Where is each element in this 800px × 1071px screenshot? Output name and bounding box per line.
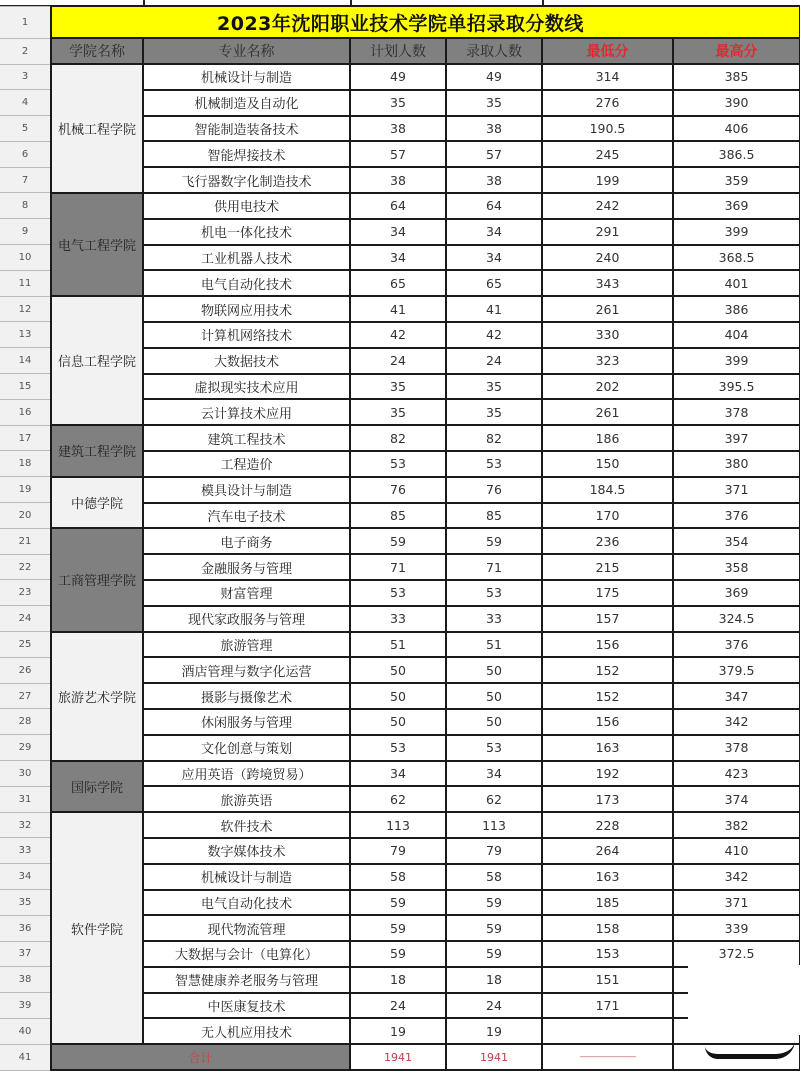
row-number[interactable]: 37 (0, 941, 51, 967)
min-score-cell[interactable]: 215 (542, 554, 673, 580)
plan-count-cell[interactable]: 71 (350, 554, 446, 580)
min-score-cell[interactable]: 242 (542, 193, 673, 219)
major-name-cell[interactable]: 旅游英语 (143, 786, 350, 812)
row-number[interactable]: 12 (0, 296, 51, 322)
admitted-count-cell[interactable]: 33 (446, 606, 542, 632)
header-plan[interactable]: 计划人数 (350, 38, 446, 64)
plan-count-cell[interactable]: 57 (350, 141, 446, 167)
max-score-cell[interactable]: 342 (673, 864, 800, 890)
admitted-count-cell[interactable]: 53 (446, 451, 542, 477)
major-name-cell[interactable]: 云计算技术应用 (143, 399, 350, 425)
major-name-cell[interactable]: 电气自动化技术 (143, 270, 350, 296)
max-score-cell[interactable]: 359 (673, 167, 800, 193)
college-name-cell[interactable]: 国际学院 (51, 761, 143, 813)
plan-count-cell[interactable]: 24 (350, 348, 446, 374)
min-score-cell[interactable]: 323 (542, 348, 673, 374)
max-score-cell[interactable]: 379.5 (673, 657, 800, 683)
plan-count-cell[interactable]: 35 (350, 374, 446, 400)
max-score-cell[interactable]: 399 (673, 348, 800, 374)
max-score-cell[interactable]: 380 (673, 451, 800, 477)
major-name-cell[interactable]: 休闲服务与管理 (143, 709, 350, 735)
row-number[interactable]: 21 (0, 528, 51, 554)
major-name-cell[interactable]: 中医康复技术 (143, 993, 350, 1019)
title-row (0, 6, 800, 38)
min-score-cell[interactable]: 245 (542, 141, 673, 167)
row-number[interactable]: 2 (0, 38, 51, 64)
table-row (0, 632, 800, 658)
min-score-cell[interactable]: 153 (542, 941, 673, 967)
admitted-count-cell[interactable]: 49 (446, 64, 542, 90)
admitted-count-cell[interactable]: 35 (446, 90, 542, 116)
admitted-count-cell[interactable]: 85 (446, 503, 542, 529)
major-name-cell[interactable]: 物联网应用技术 (143, 296, 350, 322)
max-score-cell[interactable]: 386.5 (673, 141, 800, 167)
table-row (0, 64, 800, 90)
plan-count-cell[interactable]: 113 (350, 812, 446, 838)
admitted-count-cell[interactable]: 24 (446, 348, 542, 374)
admitted-count-cell[interactable]: 82 (446, 425, 542, 451)
max-score-cell[interactable]: 342 (673, 709, 800, 735)
major-name-cell[interactable]: 智能焊接技术 (143, 141, 350, 167)
major-name-cell[interactable]: 无人机应用技术 (143, 1018, 350, 1044)
row-number[interactable]: 38 (0, 967, 51, 993)
row-number[interactable]: 25 (0, 632, 51, 658)
admitted-count-cell[interactable]: 50 (446, 709, 542, 735)
plan-count-cell[interactable]: 85 (350, 503, 446, 529)
watermark-swoosh (705, 1040, 795, 1059)
total-max-score[interactable]: ————— (673, 1044, 800, 1070)
row-number[interactable]: 31 (0, 786, 51, 812)
max-score-cell[interactable]: 368.5 (673, 245, 800, 271)
min-score-cell[interactable]: 236 (542, 528, 673, 554)
plan-count-cell[interactable]: 49 (350, 64, 446, 90)
college-name-cell[interactable]: 软件学院 (51, 812, 143, 1044)
min-score-cell[interactable]: 173 (542, 786, 673, 812)
min-score-cell[interactable]: 184.5 (542, 477, 673, 503)
plan-count-cell[interactable]: 53 (350, 580, 446, 606)
min-score-cell[interactable]: 264 (542, 838, 673, 864)
min-score-cell[interactable]: 163 (542, 864, 673, 890)
max-score-cell[interactable]: 369 (673, 580, 800, 606)
row-number[interactable]: 17 (0, 425, 51, 451)
plan-count-cell[interactable]: 59 (350, 941, 446, 967)
plan-count-cell[interactable]: 35 (350, 90, 446, 116)
college-name-cell[interactable]: 建筑工程学院 (51, 425, 143, 477)
row-number[interactable]: 27 (0, 683, 51, 709)
major-name-cell[interactable]: 建筑工程技术 (143, 425, 350, 451)
plan-count-cell[interactable]: 34 (350, 245, 446, 271)
table-row (0, 296, 800, 322)
admitted-count-cell[interactable]: 59 (446, 941, 542, 967)
row-number[interactable]: 1 (0, 6, 51, 38)
page-title: 2023年沈阳职业技术学院单招录取分数线 (51, 6, 800, 38)
plan-count-cell[interactable]: 59 (350, 890, 446, 916)
max-score-cell[interactable]: 378 (673, 735, 800, 761)
min-score-cell[interactable]: 175 (542, 580, 673, 606)
admitted-count-cell[interactable]: 64 (446, 193, 542, 219)
admitted-count-cell[interactable]: 19 (446, 1018, 542, 1044)
row-number[interactable]: 36 (0, 915, 51, 941)
admitted-count-cell[interactable]: 34 (446, 761, 542, 787)
min-score-cell[interactable]: 261 (542, 399, 673, 425)
major-name-cell[interactable]: 大数据与会计（电算化） (143, 941, 350, 967)
row-number[interactable]: 33 (0, 838, 51, 864)
total-plan[interactable]: 1941 (350, 1044, 446, 1070)
admitted-count-cell[interactable]: 62 (446, 786, 542, 812)
score-table (0, 5, 800, 1071)
admitted-count-cell[interactable]: 58 (446, 864, 542, 890)
min-score-cell[interactable]: 156 (542, 632, 673, 658)
row-number[interactable]: 24 (0, 606, 51, 632)
major-name-cell[interactable]: 机械设计与制造 (143, 64, 350, 90)
college-name-cell[interactable]: 旅游艺术学院 (51, 632, 143, 761)
max-score-cell[interactable]: 404 (673, 322, 800, 348)
major-name-cell[interactable]: 机械制造及自动化 (143, 90, 350, 116)
major-name-cell[interactable]: 智能制造装备技术 (143, 116, 350, 142)
max-score-cell[interactable]: 371 (673, 890, 800, 916)
plan-count-cell[interactable]: 38 (350, 167, 446, 193)
plan-count-cell[interactable]: 19 (350, 1018, 446, 1044)
college-name-cell[interactable]: 中德学院 (51, 477, 143, 529)
row-number[interactable]: 20 (0, 503, 51, 529)
admitted-count-cell[interactable]: 65 (446, 270, 542, 296)
min-score-cell[interactable]: 186 (542, 425, 673, 451)
admitted-count-cell[interactable]: 57 (446, 141, 542, 167)
admitted-count-cell[interactable]: 35 (446, 374, 542, 400)
max-score-cell[interactable]: 378 (673, 399, 800, 425)
admitted-count-cell[interactable]: 38 (446, 116, 542, 142)
admitted-count-cell[interactable]: 53 (446, 735, 542, 761)
min-score-cell[interactable]: 276 (542, 90, 673, 116)
plan-count-cell[interactable]: 50 (350, 657, 446, 683)
header-row (0, 38, 800, 64)
row-number[interactable]: 39 (0, 993, 51, 1019)
max-score-cell[interactable]: 369 (673, 193, 800, 219)
row-number[interactable]: 16 (0, 399, 51, 425)
plan-count-cell[interactable]: 62 (350, 786, 446, 812)
plan-count-cell[interactable]: 76 (350, 477, 446, 503)
plan-count-cell[interactable]: 35 (350, 399, 446, 425)
row-number[interactable]: 18 (0, 451, 51, 477)
max-score-cell[interactable]: 354 (673, 528, 800, 554)
admitted-count-cell[interactable]: 35 (446, 399, 542, 425)
college-name-cell[interactable]: 工商管理学院 (51, 528, 143, 631)
row-number[interactable]: 4 (0, 90, 51, 116)
plan-count-cell[interactable]: 51 (350, 632, 446, 658)
plan-count-cell[interactable]: 58 (350, 864, 446, 890)
college-name-cell[interactable]: 电气工程学院 (51, 193, 143, 296)
plan-count-cell[interactable]: 38 (350, 116, 446, 142)
admitted-count-cell[interactable]: 51 (446, 632, 542, 658)
max-score-cell[interactable]: 372.5 (673, 941, 800, 967)
major-name-cell[interactable]: 现代物流管理 (143, 915, 350, 941)
max-score-cell[interactable]: 410 (673, 838, 800, 864)
max-score-cell[interactable]: 382 (673, 812, 800, 838)
major-name-cell[interactable]: 电子商务 (143, 528, 350, 554)
row-number[interactable]: 35 (0, 890, 51, 916)
table-row (0, 425, 800, 451)
min-score-cell[interactable]: 151 (542, 967, 673, 993)
admitted-count-cell[interactable]: 34 (446, 219, 542, 245)
plan-count-cell[interactable]: 24 (350, 993, 446, 1019)
row-number[interactable]: 32 (0, 812, 51, 838)
major-name-cell[interactable]: 旅游管理 (143, 632, 350, 658)
plan-count-cell[interactable]: 53 (350, 451, 446, 477)
admitted-count-cell[interactable]: 71 (446, 554, 542, 580)
row-number[interactable]: 40 (0, 1018, 51, 1044)
max-score-cell[interactable]: 347 (673, 683, 800, 709)
min-score-cell[interactable]: 192 (542, 761, 673, 787)
min-score-cell[interactable]: 185 (542, 890, 673, 916)
min-score-cell[interactable]: 158 (542, 915, 673, 941)
major-name-cell[interactable]: 现代家政服务与管理 (143, 606, 350, 632)
table-row (0, 477, 800, 503)
major-name-cell[interactable]: 应用英语（跨境贸易） (143, 761, 350, 787)
min-score-cell[interactable]: 170 (542, 503, 673, 529)
total-label[interactable]: 合计 (51, 1044, 350, 1070)
row-number[interactable]: 30 (0, 761, 51, 787)
admitted-count-cell[interactable]: 38 (446, 167, 542, 193)
row-number[interactable]: 10 (0, 245, 51, 271)
major-name-cell[interactable]: 大数据技术 (143, 348, 350, 374)
row-number[interactable]: 8 (0, 193, 51, 219)
admitted-count-cell[interactable]: 53 (446, 580, 542, 606)
min-score-cell[interactable]: 330 (542, 322, 673, 348)
admitted-count-cell[interactable]: 76 (446, 477, 542, 503)
major-name-cell[interactable]: 数字媒体技术 (143, 838, 350, 864)
admitted-count-cell[interactable]: 24 (446, 993, 542, 1019)
row-number[interactable]: 7 (0, 167, 51, 193)
row-number[interactable]: 5 (0, 116, 51, 142)
row-number[interactable]: 41 (0, 1044, 51, 1070)
major-name-cell[interactable]: 机械设计与制造 (143, 864, 350, 890)
min-score-cell[interactable]: 228 (542, 812, 673, 838)
header-major[interactable]: 专业名称 (143, 38, 350, 64)
major-name-cell[interactable]: 酒店管理与数字化运营 (143, 657, 350, 683)
major-name-cell[interactable]: 金融服务与管理 (143, 554, 350, 580)
max-score-cell[interactable]: 358 (673, 554, 800, 580)
max-score-cell[interactable]: 324.5 (673, 606, 800, 632)
major-name-cell[interactable]: 供用电技术 (143, 193, 350, 219)
max-score-cell[interactable]: 406 (673, 116, 800, 142)
plan-count-cell[interactable]: 18 (350, 967, 446, 993)
major-name-cell[interactable]: 财富管理 (143, 580, 350, 606)
admitted-count-cell[interactable]: 50 (446, 657, 542, 683)
max-score-cell[interactable]: 395.5 (673, 374, 800, 400)
min-score-cell[interactable]: 157 (542, 606, 673, 632)
row-number[interactable]: 26 (0, 657, 51, 683)
max-score-cell[interactable]: 401 (673, 270, 800, 296)
plan-count-cell[interactable]: 79 (350, 838, 446, 864)
row-number[interactable]: 22 (0, 554, 51, 580)
min-score-cell[interactable]: 199 (542, 167, 673, 193)
min-score-cell[interactable]: 240 (542, 245, 673, 271)
plan-count-cell[interactable]: 33 (350, 606, 446, 632)
plan-count-cell[interactable]: 34 (350, 761, 446, 787)
min-score-cell[interactable]: 152 (542, 657, 673, 683)
max-score-cell[interactable]: 386 (673, 296, 800, 322)
admitted-count-cell[interactable]: 113 (446, 812, 542, 838)
min-score-cell[interactable]: 150 (542, 451, 673, 477)
major-name-cell[interactable]: 飞行器数字化制造技术 (143, 167, 350, 193)
admitted-count-cell[interactable]: 34 (446, 245, 542, 271)
plan-count-cell[interactable]: 34 (350, 219, 446, 245)
header-max-score[interactable]: 最高分 (673, 38, 800, 64)
plan-count-cell[interactable]: 42 (350, 322, 446, 348)
row-number[interactable]: 14 (0, 348, 51, 374)
major-name-cell[interactable]: 软件技术 (143, 812, 350, 838)
table-row (0, 761, 800, 787)
plan-count-cell[interactable]: 50 (350, 683, 446, 709)
plan-count-cell[interactable]: 41 (350, 296, 446, 322)
min-score-cell[interactable]: 261 (542, 296, 673, 322)
major-name-cell[interactable]: 电气自动化技术 (143, 890, 350, 916)
row-number[interactable]: 19 (0, 477, 51, 503)
admitted-count-cell[interactable]: 59 (446, 915, 542, 941)
total-min-score[interactable]: ——————— (542, 1044, 673, 1070)
max-score-cell[interactable]: 376 (673, 503, 800, 529)
major-name-cell[interactable]: 文化创意与策划 (143, 735, 350, 761)
major-name-cell[interactable]: 模具设计与制造 (143, 477, 350, 503)
min-score-cell[interactable]: 163 (542, 735, 673, 761)
plan-count-cell[interactable]: 59 (350, 915, 446, 941)
major-name-cell[interactable]: 计算机网络技术 (143, 322, 350, 348)
min-score-cell[interactable]: 343 (542, 270, 673, 296)
row-number[interactable]: 9 (0, 219, 51, 245)
max-score-cell[interactable]: 390 (673, 90, 800, 116)
header-admitted[interactable]: 录取人数 (446, 38, 542, 64)
plan-count-cell[interactable]: 59 (350, 528, 446, 554)
max-score-cell[interactable]: 374 (673, 786, 800, 812)
max-score-cell[interactable]: 339 (673, 915, 800, 941)
max-score-cell[interactable]: 397 (673, 425, 800, 451)
min-score-cell[interactable]: 190.5 (542, 116, 673, 142)
min-score-cell[interactable]: 156 (542, 709, 673, 735)
row-number[interactable]: 13 (0, 322, 51, 348)
major-name-cell[interactable]: 工业机器人技术 (143, 245, 350, 271)
admitted-count-cell[interactable]: 50 (446, 683, 542, 709)
row-number[interactable]: 15 (0, 374, 51, 400)
row-number[interactable]: 34 (0, 864, 51, 890)
admitted-count-cell[interactable]: 18 (446, 967, 542, 993)
plan-count-cell[interactable]: 53 (350, 735, 446, 761)
watermark-blot (688, 965, 800, 1035)
max-score-cell[interactable]: 371 (673, 477, 800, 503)
max-score-cell[interactable]: 423 (673, 761, 800, 787)
admitted-count-cell[interactable]: 41 (446, 296, 542, 322)
row-number[interactable]: 11 (0, 270, 51, 296)
min-score-cell[interactable] (542, 1018, 673, 1044)
college-name-cell[interactable]: 机械工程学院 (51, 64, 143, 193)
header-college[interactable]: 学院名称 (51, 38, 143, 64)
row-number[interactable]: 29 (0, 735, 51, 761)
row-number[interactable]: 28 (0, 709, 51, 735)
major-name-cell[interactable]: 摄影与摄像艺术 (143, 683, 350, 709)
admitted-count-cell[interactable]: 79 (446, 838, 542, 864)
major-name-cell[interactable]: 工程造价 (143, 451, 350, 477)
college-name-cell[interactable]: 信息工程学院 (51, 296, 143, 425)
table-row (0, 193, 800, 219)
min-score-cell[interactable]: 314 (542, 64, 673, 90)
major-name-cell[interactable]: 机电一体化技术 (143, 219, 350, 245)
total-admitted[interactable]: 1941 (446, 1044, 542, 1070)
row-number[interactable]: 23 (0, 580, 51, 606)
max-score-cell[interactable]: 376 (673, 632, 800, 658)
min-score-cell[interactable]: 152 (542, 683, 673, 709)
major-name-cell[interactable]: 汽车电子技术 (143, 503, 350, 529)
plan-count-cell[interactable]: 64 (350, 193, 446, 219)
min-score-cell[interactable]: 291 (542, 219, 673, 245)
row-number[interactable]: 6 (0, 141, 51, 167)
row-number[interactable]: 3 (0, 64, 51, 90)
admitted-count-cell[interactable]: 59 (446, 528, 542, 554)
table-row (0, 812, 800, 838)
plan-count-cell[interactable]: 65 (350, 270, 446, 296)
header-min-score[interactable]: 最低分 (542, 38, 673, 64)
table-row (0, 528, 800, 554)
admitted-count-cell[interactable]: 59 (446, 890, 542, 916)
max-score-cell[interactable]: 399 (673, 219, 800, 245)
major-name-cell[interactable]: 虚拟现实技术应用 (143, 374, 350, 400)
plan-count-cell[interactable]: 50 (350, 709, 446, 735)
major-name-cell[interactable]: 智慧健康养老服务与管理 (143, 967, 350, 993)
total-row (0, 1044, 800, 1070)
max-score-cell[interactable]: 385 (673, 64, 800, 90)
admitted-count-cell[interactable]: 42 (446, 322, 542, 348)
min-score-cell[interactable]: 171 (542, 993, 673, 1019)
plan-count-cell[interactable]: 82 (350, 425, 446, 451)
min-score-cell[interactable]: 202 (542, 374, 673, 400)
